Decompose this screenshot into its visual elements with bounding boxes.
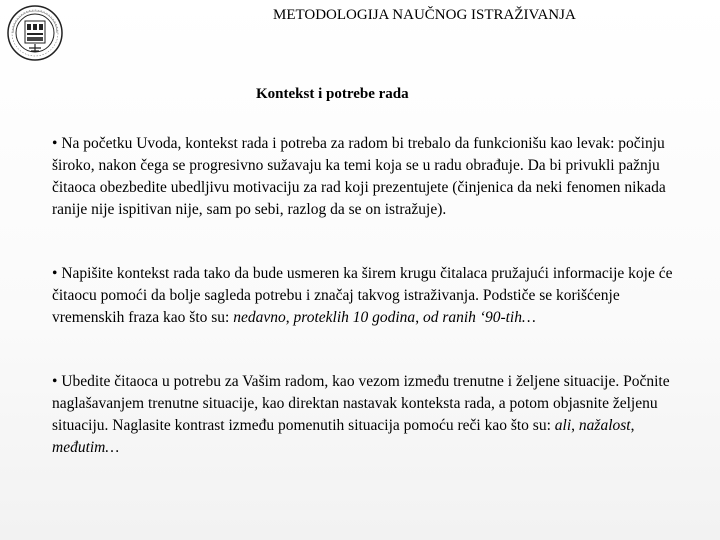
paragraph-text: Napišite kontekst rada tako da bude usmeren ka širem krugu čitalaca pružajući informacije koje će čitaocu pomoći da bolje sagleda potrebu i značaj takvog istraživanja. Podstiče se korišćenje vremenskih fraza kao što su: <box>52 265 673 326</box>
example-phrase: međutim… <box>52 439 120 456</box>
paragraph-3 <box>52 371 682 459</box>
bullet: • <box>52 265 58 282</box>
example-phrase: nažalost <box>578 417 631 434</box>
separator: , <box>285 309 294 326</box>
separator: , <box>630 417 635 434</box>
example-phrase: od ranih ‘90-tih… <box>422 309 536 326</box>
paragraph-text: Na početku Uvoda, kontekst rada i potreba za radom bi trebalo da funkcionišu kao levak: počinju široko, nakon čega se progresivno sužavaju ka temi koja se u radu obrađuje. Da bi privukli pažnju čitaoca obezbedite ubedljivu motivaciju za rad koji prezentujete (činjenica da neki fenomen nikada ranije nije ispitivan nije, sam po sebi, razlog da se on istražuje). <box>52 135 666 218</box>
section-subtitle: Kontekst i potrebe rada <box>256 86 409 102</box>
example-phrase: nedavno <box>233 309 286 326</box>
header-title: METODOLOGIJA NAUČNOG ISTRAŽIVANJA <box>273 7 576 23</box>
example-phrase: ali <box>554 417 572 434</box>
bullet: • <box>52 135 58 152</box>
bullet: • <box>52 373 58 390</box>
separator: , <box>571 417 579 434</box>
university-seal-icon <box>5 4 65 62</box>
example-phrase: proteklih 10 godina <box>293 309 416 326</box>
paragraph-text: Ubedite čitaoca u potrebu za Vašim radom, kao vezom između trenutne i željene situacije. Počnite naglašavanjem trenutne situacije, kao direktan nastavak konteksta rada, a potom objasnite željenu situaciju. Naglasite kontrast između pomenutih situacija pomoću reči kao što su: <box>52 373 670 434</box>
paragraph-2 <box>52 263 682 329</box>
paragraph-1 <box>52 133 682 221</box>
separator: , <box>415 309 423 326</box>
